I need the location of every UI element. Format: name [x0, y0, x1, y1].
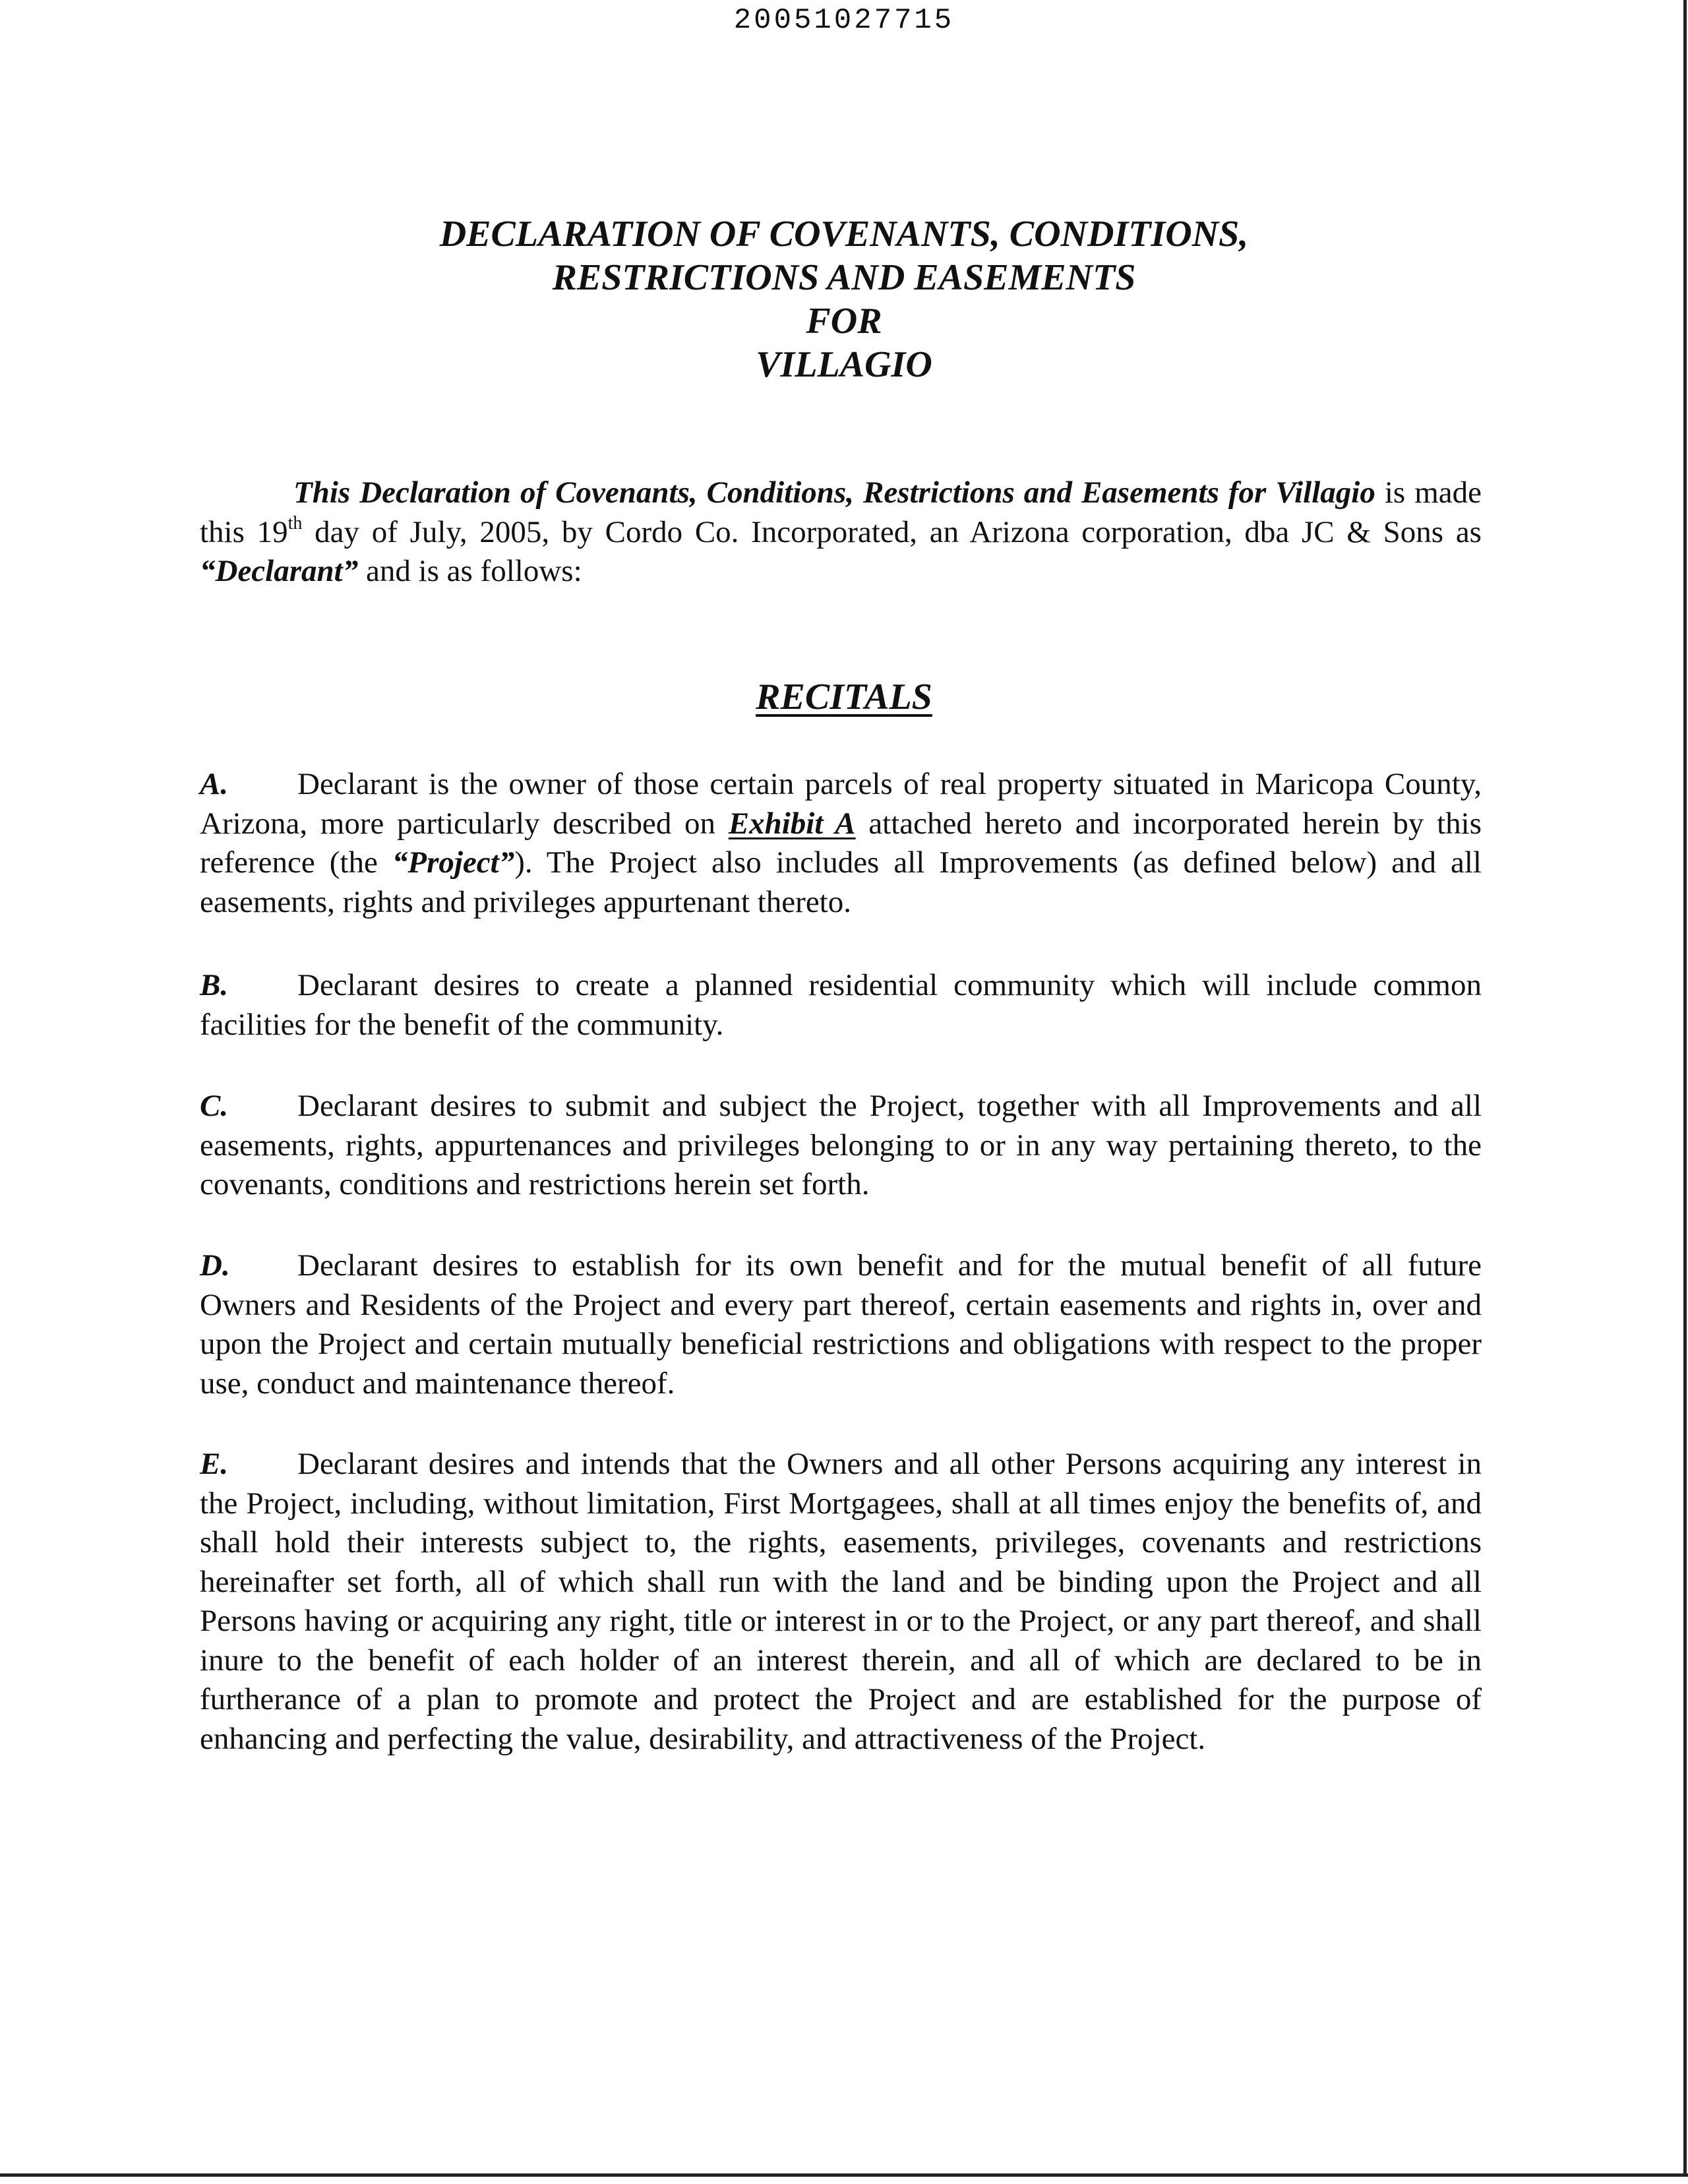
recital-d-letter: D. — [200, 1248, 230, 1283]
recital-e-letter: E. — [200, 1447, 229, 1481]
recital-c — [200, 1087, 1482, 1205]
recital-e-text: Declarant desires and intends that the Owners and all other Persons acquiring any interest in the Project, including, without limitation, First Mortgagees, shall at all times enjoy the benefits of, and shall hold their interests subject to, the rights, easements, privileges, covenants and restrictions hereinafter set forth, all of which shall run with the land and be binding upon the Project and all Persons having or acquiring any right, title or interest in or to the Project, or any part thereof, and shall inure to the benefit of each holder of an interest therein, and all of which are declared to be in furtherance of a plan to promote and protect the Project and are established for the purpose of enhancing and perfecting the value, desirability, and attractiveness of the Project. — [200, 1447, 1482, 1756]
recital-a-text-2: attached hereto and incorporated herein by this reference (the — [200, 806, 1482, 880]
recital-d — [200, 1246, 1482, 1403]
page-right-border — [1683, 0, 1687, 2176]
intro-text-1: is made this 19 — [200, 475, 1482, 549]
intro-declaration-title: This Declaration of Covenants, Conditions, Restrictions and Easements for Villagio — [293, 475, 1375, 510]
document-title — [0, 212, 1688, 386]
recital-b — [200, 966, 1482, 1045]
intro-date-superscript: th — [287, 512, 303, 533]
recitals-heading: RECITALS — [756, 677, 932, 717]
recital-a-text-1: Declarant is the owner of those certain parcels of real property situated in Maricopa County, Arizona, more particularly described on — [200, 767, 1482, 841]
title-line-2: RESTRICTIONS AND EASEMENTS — [552, 257, 1136, 298]
declarant-term: “Declarant” — [200, 554, 359, 588]
recital-a-letter: A. — [200, 767, 229, 801]
title-line-1: DECLARATION OF COVENANTS, CONDITIONS, — [439, 214, 1249, 255]
recital-e — [200, 1445, 1482, 1759]
intro-paragraph — [200, 473, 1482, 592]
exhibit-a-link[interactable]: Exhibit A — [728, 806, 856, 841]
page-bottom-border — [0, 2173, 1688, 2177]
project-term: “Project” — [392, 845, 515, 880]
recital-c-text: Declarant desires to submit and subject the Project, together with all Improvements and all easements, rights, appurtenances and privileges belonging to or in any way pertaining thereto, to the covenants, conditions and restrictions herein set forth. — [200, 1089, 1482, 1201]
recital-a — [200, 765, 1482, 922]
recital-a-text-3: ). The Project also includes all Improvements (as defined below) and all easements, rights and privileges appurtenant thereto. — [200, 845, 1482, 919]
intro-text-2: day of July, 2005, by Cordo Co. Incorporated, an Arizona corporation, dba JC & Sons as — [302, 514, 1482, 549]
recital-c-letter: C. — [200, 1089, 229, 1123]
recital-b-text: Declarant desires to create a planned residential community which will include common facilities for the benefit of the community. — [200, 968, 1482, 1042]
recital-b-letter: B. — [200, 968, 229, 1002]
title-line-4: VILLAGIO — [756, 344, 932, 385]
title-line-3: FOR — [806, 301, 882, 342]
recording-number: 20051027715 — [733, 4, 955, 37]
recital-d-text: Declarant desires to establish for its own benefit and for the mutual benefit of all future Owners and Residents of the Project and every part thereof, certain easements and rights in, over and upon the Project and certain mutually beneficial restrictions and obligations with respect to the proper use, conduct and maintenance thereof. — [200, 1248, 1482, 1401]
intro-text-3: and is as follows: — [358, 554, 582, 588]
